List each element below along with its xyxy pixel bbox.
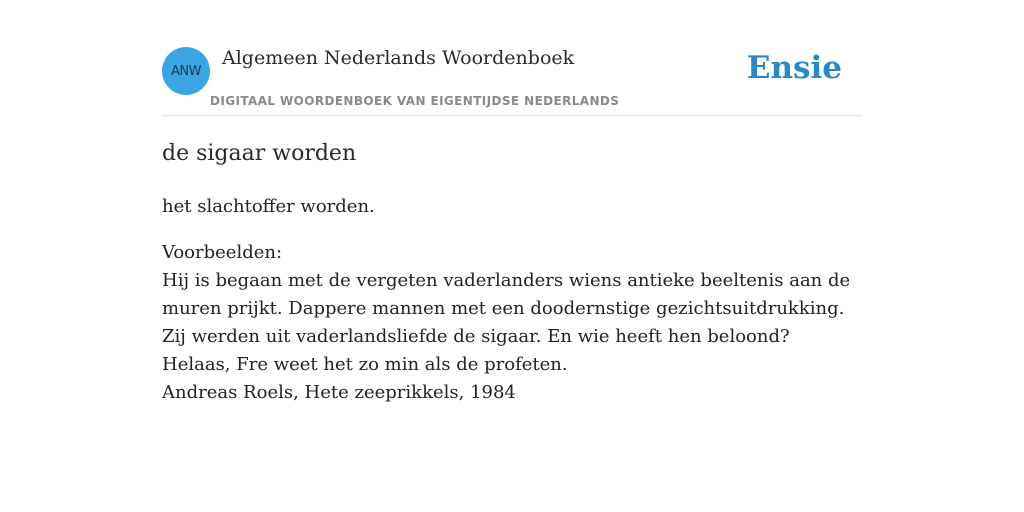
entry-definition: het slachtoffer worden. bbox=[162, 196, 375, 217]
header bbox=[162, 0, 862, 116]
ensie-brand-logo[interactable]: Ensie bbox=[746, 50, 842, 86]
entry-title: de sigaar worden bbox=[162, 141, 357, 166]
example-text: Hij is begaan met de vergeten vaderlanders wiens antieke beeltenis aan de muren prijkt. Dappere mannen met een doodernstige gezichtsuitdrukking. Zij werden uit vaderlandsliefde de sigaar. En wie heeft hen beloond? Helaas, Fre weet het zo min als de profeten. bbox=[162, 270, 851, 375]
page bbox=[162, 0, 862, 512]
examples-label: Voorbeelden: bbox=[162, 242, 283, 263]
examples-section bbox=[162, 239, 862, 407]
site-subtitle: DIGITAAL WOORDENBOEK VAN EIGENTIJDSE NEDERLANDS bbox=[210, 94, 620, 108]
anw-logo[interactable] bbox=[162, 47, 210, 95]
site-title[interactable]: Algemeen Nederlands Woordenboek bbox=[222, 47, 575, 69]
logo-text: ANW bbox=[171, 63, 201, 79]
example-source: Andreas Roels, Hete zeeprikkels, 1984 bbox=[162, 382, 516, 403]
